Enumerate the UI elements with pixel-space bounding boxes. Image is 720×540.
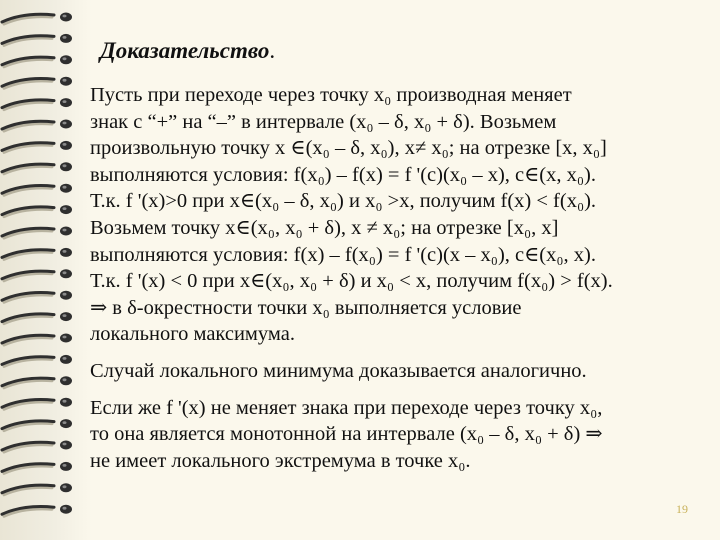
paragraph-minimum: Случай локального минимума доказывается аналогично. — [90, 359, 587, 382]
spiral-ring — [2, 227, 72, 239]
spiral-ring — [2, 77, 72, 89]
text-line: знак с “+” на “–” в интервале (x₀ – δ, x₀ + δ). Возьмем — [90, 110, 557, 133]
text-line: произвольную точку x ∈(x₀ – δ, x₀), x≠ x₀; на отрезке [x, x₀] — [90, 137, 607, 160]
paragraph-proof — [90, 82, 705, 348]
spiral-binding — [0, 0, 92, 540]
text-line: Т.к. f '(x) < 0 при x∈(x₀, x₀ + δ) и x₀ < x, получим f(x₀) > f(x). — [90, 270, 613, 293]
slide-title — [100, 38, 275, 64]
text-line: выполняются условия: f(x) – f(x₀) = f '(c)(x – x₀), c∈(x₀, x). — [90, 243, 596, 266]
spiral-ring — [2, 483, 72, 495]
spiral-ring — [2, 269, 72, 281]
spiral-ring — [2, 398, 72, 410]
slide-content — [90, 82, 705, 474]
spiral-ring — [2, 120, 72, 132]
spiral-ring — [2, 312, 72, 324]
spiral-ring — [2, 141, 72, 153]
spiral-ring — [2, 441, 72, 453]
text-line: ⇒ в δ-окрестности точки x₀ выполняется условие — [90, 296, 522, 319]
slide-title-dot: . — [269, 38, 276, 63]
spiral-ring — [2, 34, 72, 46]
spiral-ring — [2, 248, 72, 260]
page-number: 19 — [676, 502, 688, 516]
spiral-ring — [2, 505, 72, 517]
text-line: Т.к. f '(x)>0 при x∈(x₀ – δ, x₀) и x₀ >x, получим f(x) < f(x₀). — [90, 190, 597, 213]
spiral-ring — [2, 13, 72, 25]
paragraph-monotonic — [90, 395, 705, 475]
spiral-ring — [2, 462, 72, 474]
text-line: Возьмем точку x∈(x₀, x₀ + δ), x ≠ x₀; на отрезке [x₀, x] — [90, 216, 559, 239]
text-line: не имеет локального экстремума в точке x₀. — [90, 449, 471, 472]
text-line: то она является монотонной на интервале (x₀ – δ, x₀ + δ) ⇒ — [90, 423, 603, 446]
text-line: Если же f '(x) не меняет знака при переходе через точку x₀, — [90, 396, 603, 419]
spiral-ring — [2, 162, 72, 174]
spiral-ring — [2, 355, 72, 367]
text-line: Пусть при переходе через точку x₀ производная меняет — [90, 84, 572, 106]
spiral-ring — [2, 205, 72, 217]
spiral-ring — [2, 376, 72, 388]
spiral-ring — [2, 291, 72, 303]
spiral-ring — [2, 55, 72, 67]
spiral-ring — [2, 419, 72, 431]
spiral-ring — [2, 334, 72, 346]
text-line: выполняются условия: f(x₀) – f(x) = f '(c)(x₀ – x), c∈(x, x₀). — [90, 163, 596, 186]
spiral-ring — [2, 184, 72, 196]
slide-title-text: Доказательство — [100, 38, 270, 63]
text-line: локального максимума. — [90, 323, 295, 346]
spiral-ring — [2, 98, 72, 110]
